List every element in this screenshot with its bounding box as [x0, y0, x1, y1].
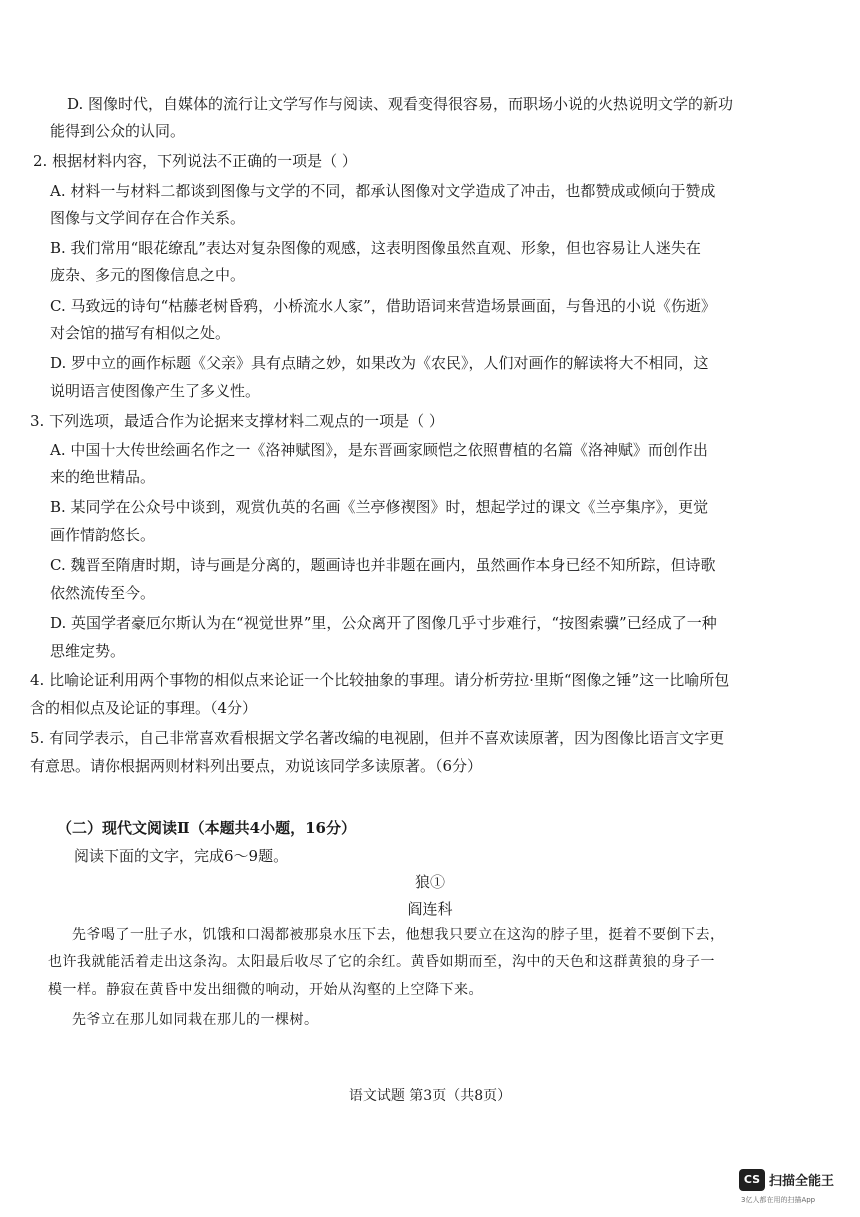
section-heading: （二）现代文阅读Ⅱ（本题共4小题，16分）	[57, 819, 356, 837]
option-3c-line1: C. 魏晋至隋唐时期，诗与画是分离的，题画诗也并非题在画内，虽然画作本身已经不知所踪，但诗歌	[50, 556, 716, 574]
page-footer: 语文试题 第3页（共8页）	[348, 1088, 512, 1104]
question-2-stem: 2. 根据材料内容，下列说法不正确的一项是（ ）	[33, 152, 357, 170]
option-1d-line1: D. 图像时代，自媒体的流行让文学写作与阅读、观看变得很容易，而职场小说的火热说明文学的新功	[67, 95, 734, 113]
question-3-stem: 3. 下列选项，最适合作为论据来支撑材料二观点的一项是（ ）	[30, 412, 444, 430]
option-2b-line2: 庞杂、多元的图像信息之中。	[50, 266, 246, 284]
question-5-line1: 5. 有同学表示，自己非常喜欢看根据文学名著改编的电视剧，但并不喜欢读原著，因为图像比语言文字更	[30, 729, 725, 747]
watermark-slogan: 3亿人都在用的扫描App	[741, 1196, 816, 1204]
option-1d-line2: 能得到公众的认同。	[50, 122, 186, 140]
passage-line-3: 模一样。静寂在黄昏中发出细微的响动，开始从沟壑的上空降下来。	[48, 982, 483, 998]
scanner-watermark	[737, 1167, 847, 1207]
question-4-line1: 4. 比喻论证利用两个事物的相似点来论证一个比较抽象的事理。请分析劳拉·里斯“图像之锤”这一比喻所包	[30, 671, 730, 689]
passage-line-4: 先爷立在那儿如同栽在那儿的一棵树。	[72, 1012, 319, 1028]
passage-line-2: 也许我就能活着走出这条沟。太阳最后收尽了它的余红。黄昏如期而至，沟中的天色和这群黄狼的身子一	[48, 954, 715, 970]
question-5-line2: 有意思。请你根据两则材料列出要点，劝说该同学多读原著。（6分）	[30, 757, 483, 775]
option-3a-line1: A. 中国十大传世绘画名作之一《洛神赋图》，是东晋画家顾恺之依照曹植的名篇《洛神赋》而创作出	[50, 441, 708, 459]
option-2c-line1: C. 马致远的诗句“枯藤老树昏鸦，小桥流水人家”，借助语词来营造场景画面，与鲁迅的小说《伤逝》	[50, 297, 716, 315]
question-4-line2: 含的相似点及论证的事理。（4分）	[30, 699, 258, 717]
option-3c-line2: 依然流传至今。	[50, 584, 156, 602]
option-2b-line1: B. 我们常用“眼花缭乱”表达对复杂图像的观感，这表明图像虽然直观、形象，但也容易让人迷失在	[50, 239, 701, 257]
option-2d-line1: D. 罗中立的画作标题《父亲》具有点睛之妙，如果改为《农民》，人们对画作的解读将大不相同，这	[50, 354, 709, 372]
option-2d-line2: 说明语言使图像产生了多义性。	[50, 382, 261, 400]
reading-instruction: 阅读下面的文字，完成6～9题。	[74, 847, 289, 865]
option-3d-line1: D. 英国学者豪厄尔斯认为在“视觉世界”里，公众离开了图像几乎寸步难行，“按图索骥”已经成了一种	[50, 614, 717, 632]
watermark-name: 扫描全能王	[769, 1174, 835, 1189]
option-3a-line2: 来的绝世精品。	[50, 468, 156, 486]
option-2a-line1: A. 材料一与材料二都谈到图像与文学的不同，都承认图像对文学造成了冲击，也都赞成或倾向于赞成	[50, 182, 716, 200]
option-3d-line2: 思维定势。	[50, 642, 126, 660]
option-3b-line2: 画作情韵悠长。	[50, 526, 156, 544]
option-2c-line2: 对会馆的描写有相似之处。	[50, 324, 231, 342]
passage-author: 阎连科	[407, 900, 453, 918]
passage-line-1: 先爷喝了一肚子水，饥饿和口渴都被那泉水压下去，他想我只要立在这沟的脖子里，挺着不要倒下去，	[72, 927, 725, 943]
passage-title: 狼①	[414, 873, 445, 891]
option-3b-line1: B. 某同学在公众号中谈到，观赏仇英的名画《兰亭修禊图》时，想起学过的课文《兰亭集序》，更觉	[50, 498, 709, 516]
cs-logo-icon: CS	[739, 1169, 765, 1191]
option-2a-line2: 图像与文学间存在合作关系。	[50, 209, 246, 227]
